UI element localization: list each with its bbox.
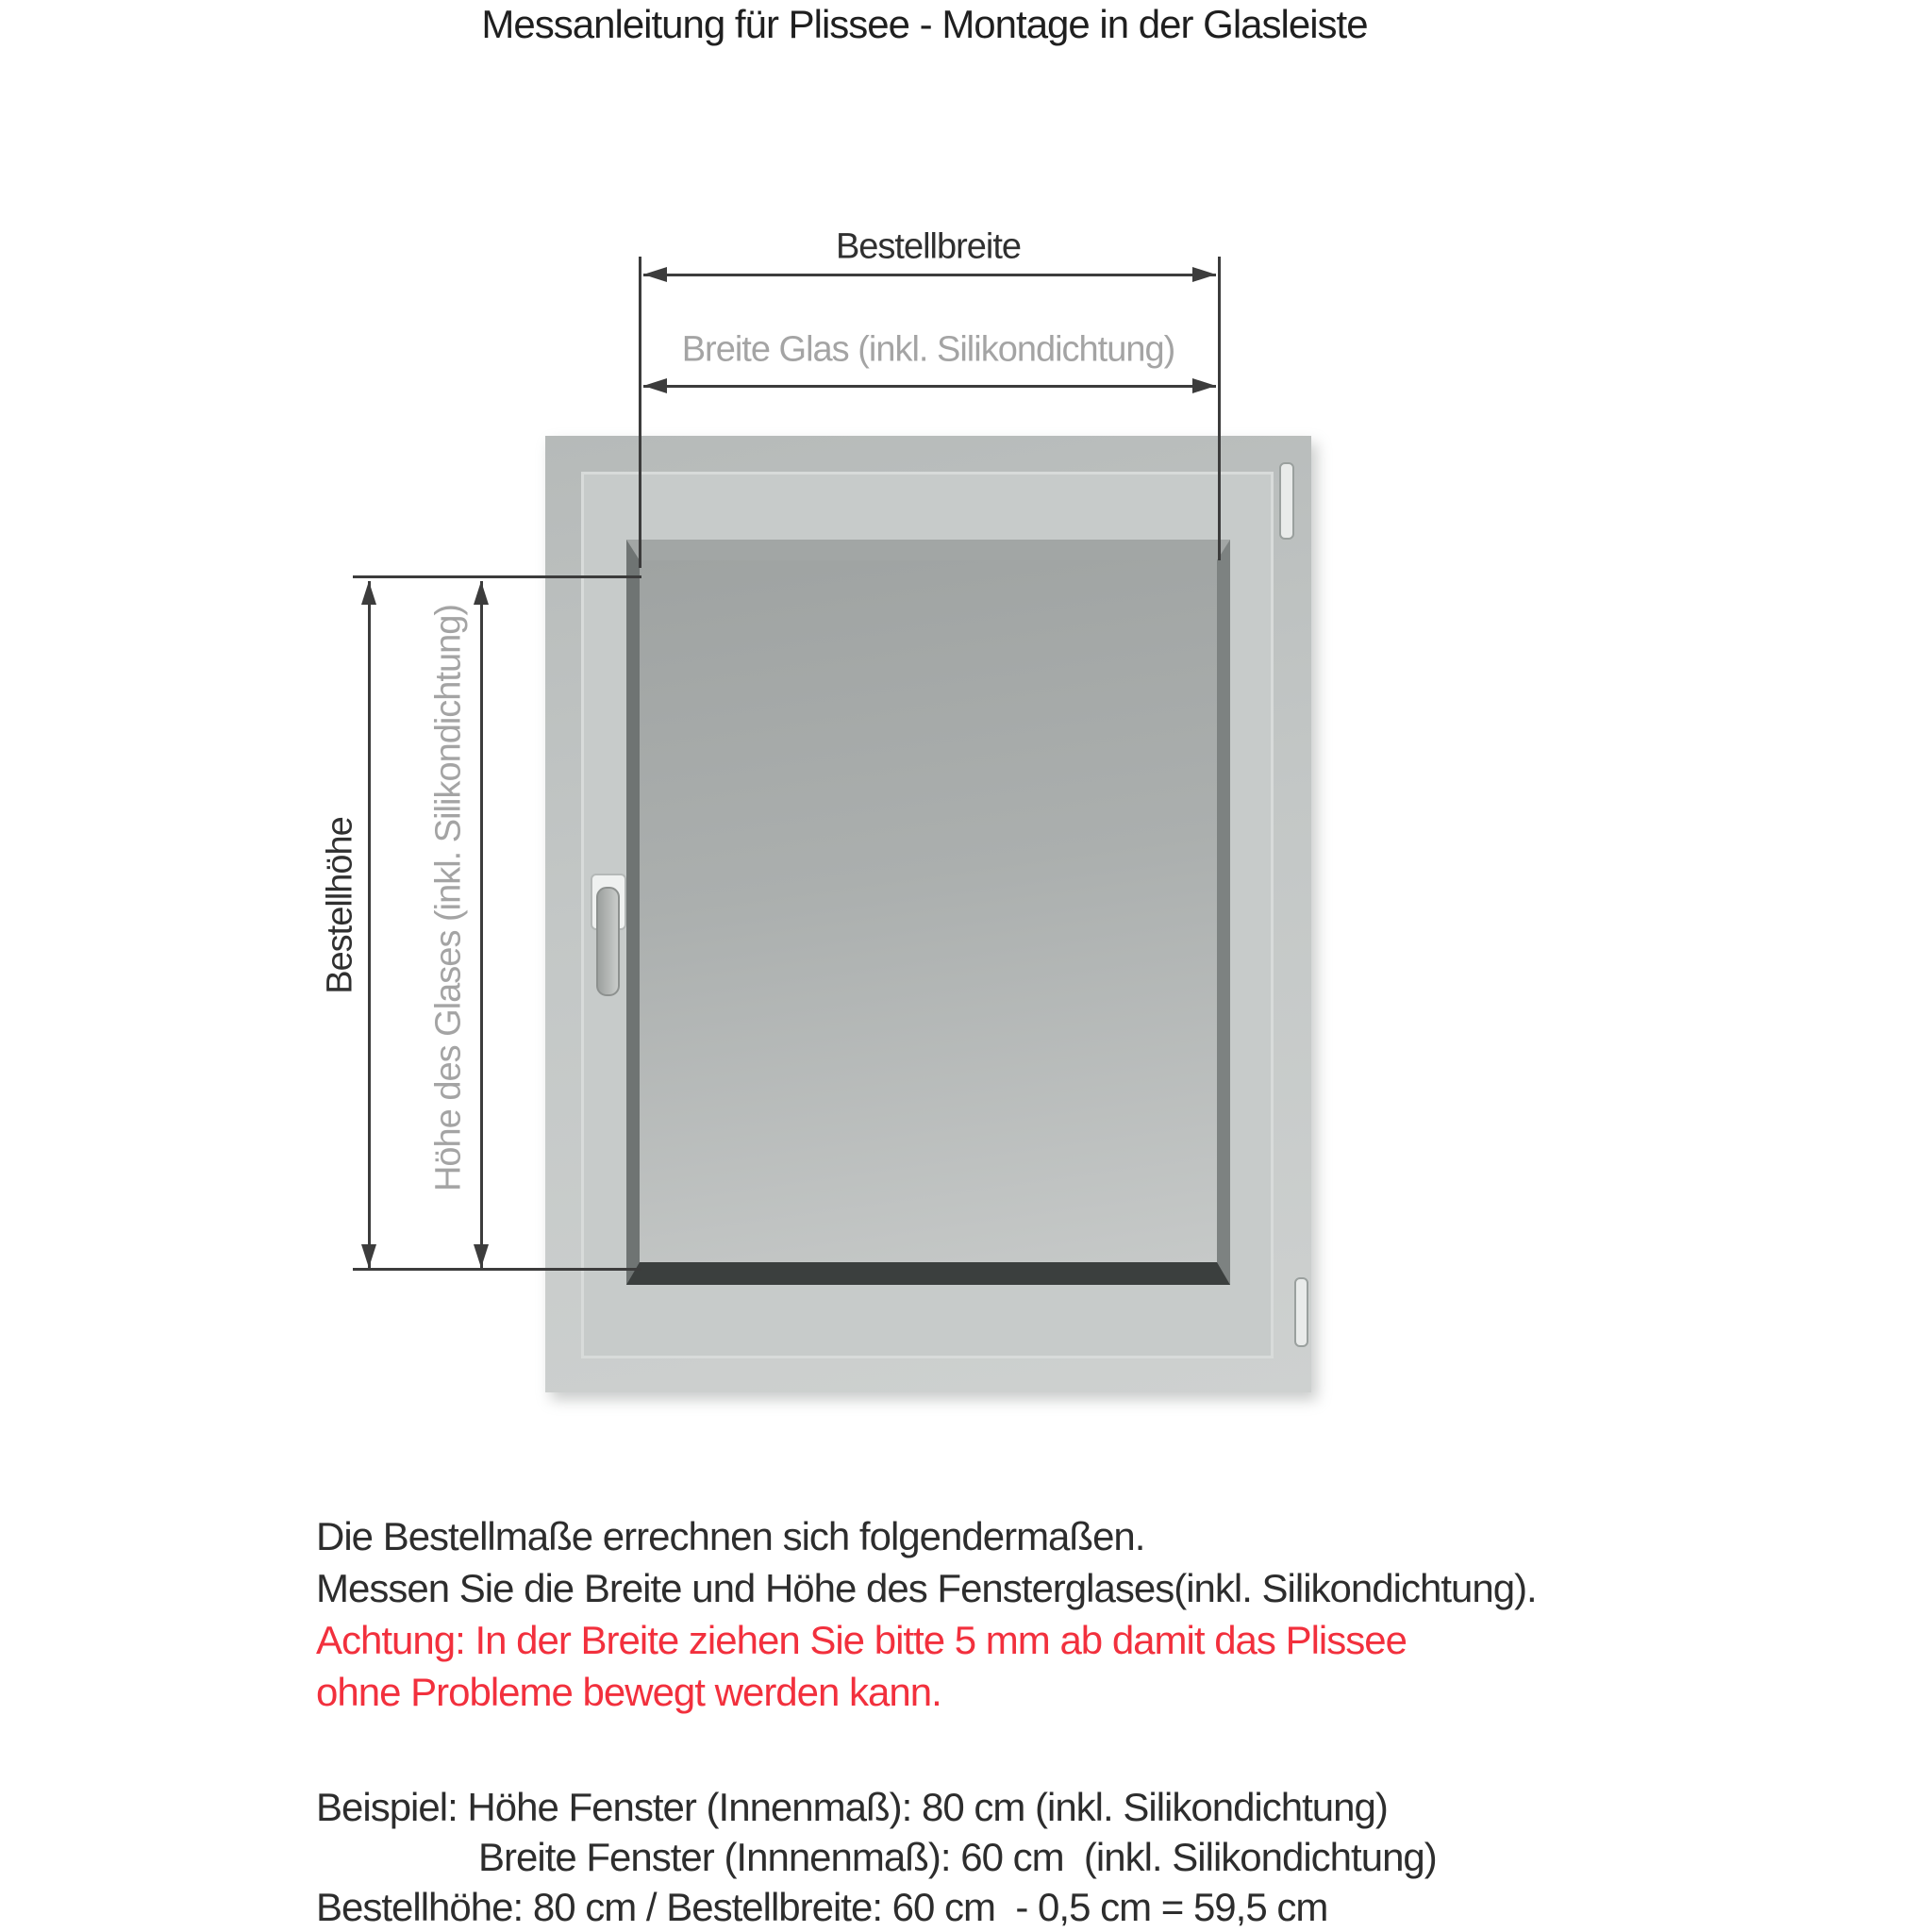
instructions-text	[316, 1510, 1537, 1718]
glass-width-dim-arrow	[643, 385, 1216, 388]
page-title: Messanleitung für Plissee - Montage in der Glasleiste	[481, 2, 1368, 46]
glass-height-dim-arrow	[480, 581, 483, 1268]
instruction-line: Messen Sie die Breite und Höhe des Fensterglases(inkl. Silikondichtung).	[316, 1566, 1537, 1610]
example-line: Breite Fenster (Innnenmaß): 60 cm (inkl. Silikondichtung)	[478, 1835, 1437, 1879]
window-handle-icon	[596, 887, 620, 996]
glass-height-label: Höhe des Glases (inkl. Silikondichtung)	[428, 604, 469, 1192]
example-line: Bestellhöhe: 80 cm / Bestellbreite: 60 cm - 0,5 cm = 59,5 cm	[316, 1885, 1328, 1929]
order-width-dim-arrow	[643, 274, 1216, 276]
hinge-bottom-icon	[1294, 1277, 1308, 1347]
example-line: Beispiel: Höhe Fenster (Innenmaß): 80 cm (inkl. Silikondichtung)	[316, 1785, 1388, 1829]
extension-line-glass-top	[353, 575, 641, 578]
extension-line-glass-bottom	[353, 1268, 641, 1271]
extension-line-glass-left	[639, 257, 641, 568]
extension-line-glass-right	[1218, 257, 1221, 560]
warning-line: ohne Probleme bewegt werden kann.	[316, 1670, 941, 1714]
warning-line: Achtung: In der Breite ziehen Sie bitte 5 mm ab damit das Plissee	[316, 1618, 1407, 1662]
instruction-line: Die Bestellmaße errechnen sich folgendermaßen.	[316, 1514, 1145, 1558]
order-width-label: Bestellbreite	[835, 226, 1022, 267]
hinge-top-icon	[1279, 462, 1294, 540]
example-text	[316, 1782, 1437, 1932]
order-height-dim-arrow	[368, 581, 371, 1268]
window-glass	[626, 540, 1230, 1285]
order-height-label: Bestellhöhe	[320, 817, 360, 994]
glass-width-label: Breite Glas (inkl. Silikondichtung)	[681, 329, 1175, 370]
